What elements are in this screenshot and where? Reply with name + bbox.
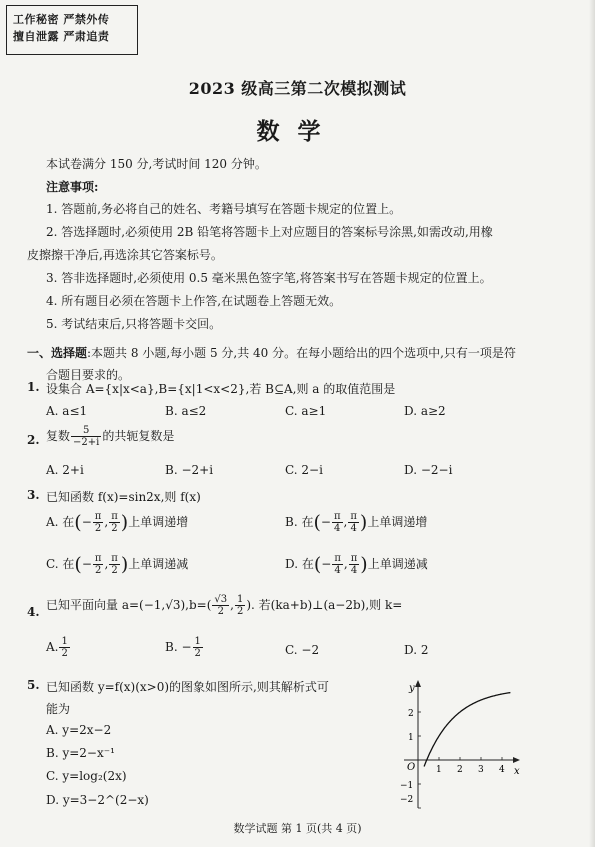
q4-option-c: C. −2: [285, 643, 320, 657]
q4-option-a: [46, 636, 71, 659]
q3-b-r-num: π: [350, 511, 357, 522]
q3-c-r-den: 2: [111, 565, 118, 576]
x-tick-label-3: 3: [478, 765, 484, 775]
note-5: 5. 考试结束后,只将答题卡交回。: [46, 317, 222, 331]
exam-title: 2023 级高三第二次模拟测试: [188, 79, 407, 98]
q4-opt-a-num: 1: [61, 636, 68, 647]
q5-line-2: 能为: [46, 702, 71, 716]
q4-opt-b-label: B. −: [165, 640, 192, 654]
q5-line-1: 已知函数 y=f(x)(x>0)的图象如图所示,则其解析式可: [46, 680, 329, 694]
q4-frac1-den: 2: [217, 606, 224, 617]
q1-number: 1.: [27, 380, 40, 394]
x-tick-label-4: 4: [499, 765, 505, 775]
subject-title: 数学: [256, 118, 339, 145]
q4-opt-a-label: A.: [46, 640, 59, 654]
q4-option-d: D. 2: [404, 643, 429, 657]
x-tick-label-1: 1: [436, 765, 442, 775]
q2-prefix: 复数: [46, 429, 71, 443]
q2-option-a: A. 2+i: [46, 463, 84, 477]
q2-frac-num: 5: [71, 425, 101, 437]
q4-text: 已知平面向量 a=(−1,√3),b=( $\frac{√3}{2}$ , $\frac{1}{2}$ ). 若(ka+b)⊥(a−2b),则 k=: [46, 594, 403, 617]
q5-option-c: C. y=log₂(2x): [46, 769, 127, 783]
section-1-line-2: 合题目要求的。: [46, 368, 131, 382]
q3-option-c: C. 在(− $\frac{\pi}{2}$ , $\frac{\pi}{2}$ )上单调递减: [46, 553, 189, 576]
stamp-line-1: 工作秘密 严禁外传: [13, 13, 110, 26]
q3-opt-d-label: D. 在: [285, 557, 314, 571]
q4-option-b: [165, 636, 204, 659]
q4-frac2-num: 1: [236, 594, 244, 605]
q1-option-c: C. a≥1: [285, 404, 327, 418]
q5-option-d: D. y=3−2^(2−x): [46, 793, 149, 807]
q3-d-r-den: 4: [350, 565, 358, 576]
q3-b-l-num: π: [333, 511, 341, 522]
q4-opt-b-num: 1: [194, 636, 201, 647]
note-2-cont: 皮擦擦干净后,再选涂其它答案标号。: [27, 248, 223, 262]
x-tick-label-2: 2: [457, 765, 463, 775]
q4-frac2-den: 2: [236, 606, 244, 617]
section-1-heading: 一、选择题: [27, 346, 88, 360]
y-tick-label-1: 1: [408, 733, 414, 743]
q4-frac1-num: √3: [214, 594, 228, 605]
q4-opt-a-den: 2: [61, 648, 68, 659]
q2-number: 2.: [27, 433, 40, 447]
q4-number: 4.: [27, 605, 40, 619]
q4-part-1: 已知平面向量 a=(−1,√3),b=(: [46, 598, 212, 612]
q3-b-r-den: 4: [350, 523, 357, 534]
note-1: 1. 答题前,务必将自己的姓名、考籍号填写在答题卡规定的位置上。: [46, 202, 402, 216]
q4-opt-b-den: 2: [194, 648, 201, 659]
note-3: 3. 答非选择题时,必须使用 0.5 毫米黑色签字笔,将答案书写在答题卡规定的位置上。: [46, 271, 492, 285]
q3-c-r-num: π: [111, 553, 118, 564]
q3-d-r-num: π: [350, 553, 358, 564]
y-tick-label-neg1: −1: [400, 781, 414, 791]
x-axis-arrow: [513, 757, 520, 763]
notes-heading: 注意事项:: [46, 180, 99, 194]
q2-option-b: B. −2+i: [165, 463, 214, 477]
q1-option-d: D. a≥2: [404, 404, 446, 418]
q1-text: 设集合 A={x|x<a},B={x|1<x<2},若 B⊆A,则 a 的取值范围是: [46, 382, 396, 396]
q3-b-l-den: 4: [334, 523, 341, 534]
q2-suffix: 的共轭复数是: [102, 429, 175, 443]
q2-option-d: D. −2−i: [404, 463, 453, 477]
section-1-line-1: [27, 344, 516, 361]
q3-text: 已知函数 f(x)=sin2x,则 f(x): [46, 490, 201, 504]
q3-c-l-den: 2: [94, 565, 102, 576]
q3-a-l-num: π: [94, 511, 102, 522]
q3-opt-b-label: B. 在: [285, 515, 314, 529]
q1-option-b: B. a≤2: [165, 404, 207, 418]
q5-number: 5.: [27, 678, 40, 692]
q3-opt-c-tail: 上单调递减: [128, 557, 189, 571]
page-footer: 数学试题 第 1 页(共 4 页): [233, 822, 362, 835]
note-2: 2. 答选择题时,必须使用 2B 铅笔将答题卡上对应题目的答案标号涂黑,如需改动,用橡: [46, 225, 493, 239]
q1-option-a: A. a≤1: [46, 404, 88, 418]
intro-text: 本试卷满分 150 分,考试时间 120 分钟。: [46, 157, 267, 171]
section-1-desc: :本题共 8 小题,每小题 5 分,共 40 分。在每小题给出的四个选项中,只有一项是符: [87, 346, 516, 360]
q5-option-a: A. y=2x−2: [46, 723, 112, 737]
q5-option-b: B. y=2−x⁻¹: [46, 746, 115, 760]
q3-option-a: A. 在(− $\frac{\pi}{2}$ , $\frac{\pi}{2}$ )上单调递增: [46, 511, 189, 534]
q3-number: 3.: [27, 488, 40, 502]
q3-opt-d-tail: 上单调递减: [367, 557, 428, 571]
q2-frac-den: −2+i: [73, 437, 100, 448]
q3-opt-c-label: C. 在: [46, 557, 75, 571]
note-4: 4. 所有题目必须在答题卡上作答,在试题卷上答题无效。: [46, 294, 342, 308]
q3-d-l-den: 4: [334, 565, 341, 576]
q3-option-d: D. 在(− $\frac{\pi}{4}$ , $\frac{\pi}{4}$ )上单调递减: [285, 553, 428, 576]
q2-text: [46, 425, 174, 448]
q3-a-r-num: π: [111, 511, 118, 522]
origin-label: O: [407, 762, 416, 773]
q5-function-graph: [378, 676, 528, 812]
q2-option-c: C. 2−i: [285, 463, 323, 477]
q4-part-2: ). 若(ka+b)⊥(a−2b),则 k=: [246, 598, 403, 612]
y-axis-label: y: [409, 683, 415, 694]
y-axis-arrow: [415, 680, 421, 687]
q3-option-b: B. 在(− $\frac{\pi}{4}$ , $\frac{\pi}{4}$ )上单调递增: [285, 511, 428, 534]
q3-d-l-num: π: [334, 553, 341, 564]
x-axis-label: x: [514, 766, 520, 777]
q3-c-l-num: π: [94, 553, 102, 564]
q3-opt-a-label: A. 在: [46, 515, 75, 529]
q3-a-r-den: 2: [111, 523, 118, 534]
confidential-stamp: [6, 5, 138, 55]
q3-opt-b-tail: 上单调递增: [367, 515, 428, 529]
q2-fraction: [71, 425, 101, 448]
y-tick-label-2: 2: [408, 709, 414, 719]
stamp-line-2: 擅自泄露 严肃追责: [13, 30, 110, 43]
q3-opt-a-tail: 上单调递增: [128, 515, 189, 529]
q3-a-l-den: 2: [94, 523, 102, 534]
y-tick-label-neg2: −2: [400, 795, 414, 805]
function-curve: [424, 693, 510, 767]
